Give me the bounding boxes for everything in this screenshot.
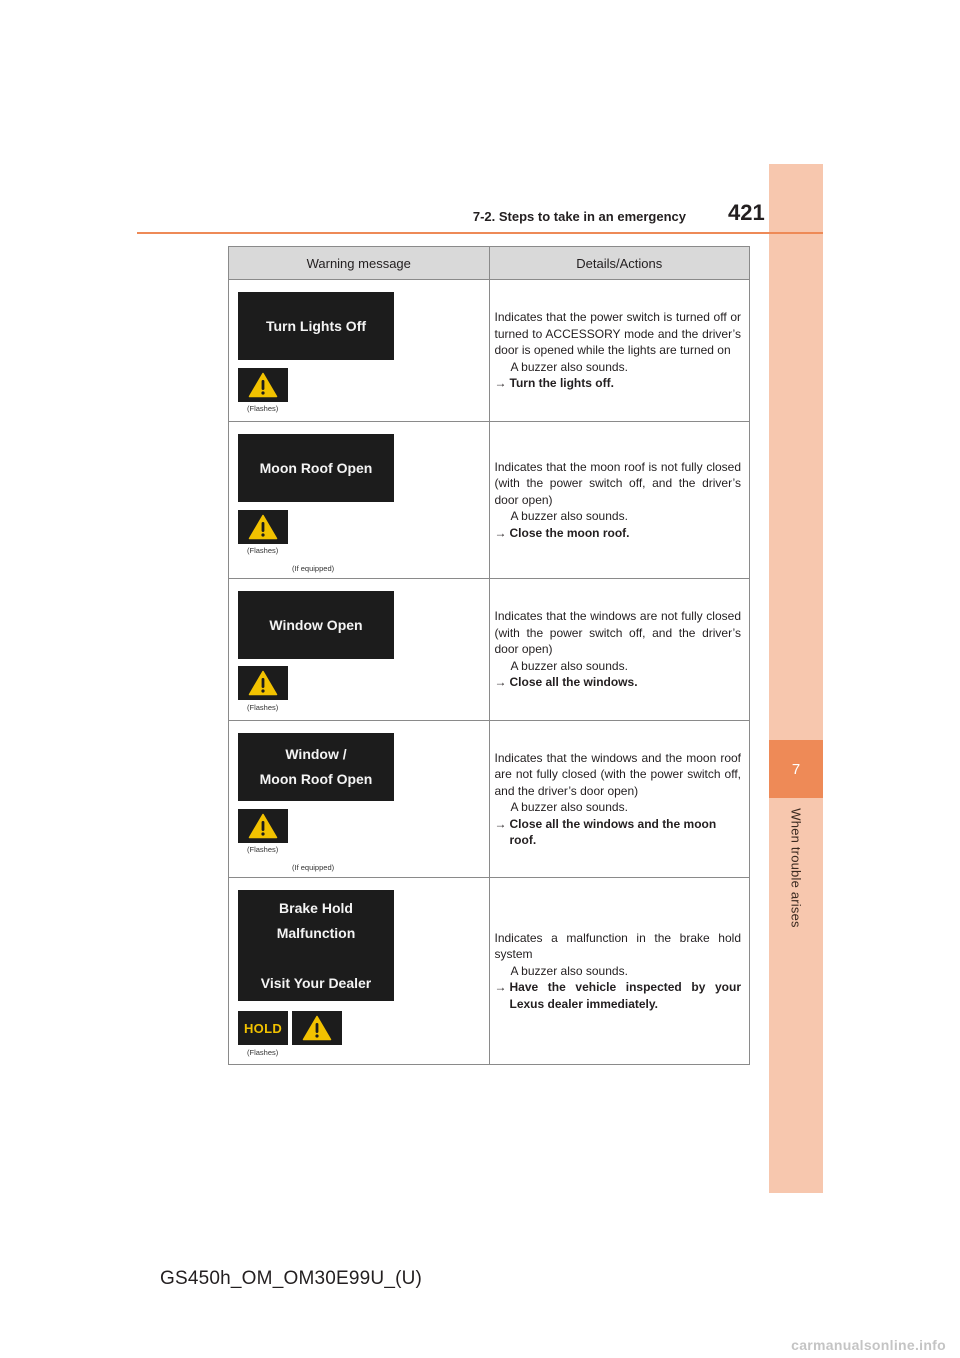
col-header-details-actions: Details/Actions — [489, 247, 750, 280]
warning-message-cell — [229, 422, 490, 579]
description-text: Indicates a malfunction in the brake hold system — [494, 930, 741, 962]
display-line: Window / — [285, 746, 347, 762]
hold-indicator-label: HOLD — [243, 1020, 283, 1036]
table-row — [229, 721, 750, 878]
chapter-number-box — [769, 740, 823, 798]
warning-triangle-icon — [248, 670, 278, 696]
warning-triangle-icon — [302, 1015, 332, 1041]
details-actions-cell — [489, 280, 750, 422]
watermark: carmanualsonline.info — [791, 1337, 946, 1353]
warning-indicator — [238, 809, 288, 843]
arrow-icon: → — [494, 525, 507, 540]
display-line: Malfunction — [276, 924, 356, 941]
table-row — [229, 280, 750, 422]
chapter-number: 7 — [791, 760, 801, 778]
action-label: Have the vehicle inspected by your Lexus dealer immediately. — [509, 980, 741, 1011]
warning-message-cell — [229, 280, 490, 422]
display-line: Moon Roof Open — [259, 771, 373, 787]
warning-indicator — [238, 666, 288, 700]
chapter-title: When trouble arises — [788, 808, 804, 928]
buzzer-note: A buzzer also sounds. — [510, 658, 628, 673]
flashes-label: (Flashes) — [247, 546, 279, 555]
document-code: GS450h_OM_OM30E99U_(U) — [160, 1268, 423, 1289]
warning-triangle-icon — [248, 372, 278, 398]
warning-message-table — [228, 246, 750, 1065]
display-line: Visit Your Dealer — [260, 974, 372, 991]
message-display — [238, 434, 394, 502]
header-rule — [137, 232, 823, 234]
action-label: Turn the lights off. — [509, 376, 614, 391]
details-actions-cell — [489, 579, 750, 721]
table-header-row — [229, 247, 750, 280]
action-text — [495, 674, 742, 691]
warning-triangle-icon — [248, 813, 278, 839]
display-line: Moon Roof Open — [259, 459, 373, 476]
buzzer-note: A buzzer also sounds. — [510, 359, 628, 374]
hold-indicator — [238, 1011, 288, 1045]
message-display — [238, 591, 394, 659]
message-display — [238, 733, 394, 801]
warning-indicator — [292, 1011, 342, 1045]
page-number: 421 — [728, 200, 765, 225]
side-tab-strip — [769, 164, 823, 1193]
description-text: Indicates that the moon roof is not fully closed (with the power switch off, and the driver’s door open) — [494, 459, 741, 507]
description-text: Indicates that the windows are not fully closed (with the power switch off, and the driver’s door open) — [494, 609, 741, 657]
details-actions-cell — [489, 422, 750, 579]
warning-message-cell — [229, 579, 490, 721]
warning-indicator — [238, 510, 288, 544]
details-actions-cell — [489, 721, 750, 878]
action-text — [495, 979, 742, 1012]
buzzer-note: A buzzer also sounds. — [510, 509, 628, 524]
action-label: Close all the windows and the moon roof. — [509, 816, 717, 847]
action-text — [495, 525, 742, 542]
if-equipped-note: (If equipped) — [292, 564, 335, 573]
message-display — [238, 292, 394, 360]
arrow-icon: → — [494, 675, 507, 690]
action-text — [495, 816, 742, 849]
col-header-warning-message: Warning message — [229, 247, 490, 280]
action-label: Close all the windows. — [509, 675, 638, 690]
message-display — [238, 890, 394, 1001]
display-line: Window Open — [269, 616, 363, 633]
buzzer-note: A buzzer also sounds. — [510, 963, 628, 978]
warning-indicator — [238, 368, 288, 402]
description-text: Indicates that the power switch is turned off or turned to ACCESSORY mode and the driver’s door is opened while the lights are turned on — [494, 310, 741, 358]
table-row — [229, 878, 750, 1065]
display-line: Turn Lights Off — [265, 317, 367, 334]
flashes-label: (Flashes) — [247, 845, 279, 854]
if-equipped-note: (If equipped) — [292, 863, 335, 872]
flashes-label: (Flashes) — [247, 1048, 279, 1057]
details-actions-cell — [489, 878, 750, 1065]
arrow-icon: → — [494, 376, 507, 391]
action-text — [495, 375, 742, 392]
flashes-label: (Flashes) — [247, 703, 279, 712]
warning-message-cell — [229, 878, 490, 1065]
table-row — [229, 579, 750, 721]
table-row — [229, 422, 750, 579]
arrow-icon: → — [494, 980, 507, 995]
section-title: 7-2. Steps to take in an emergency — [472, 209, 686, 224]
action-label: Close the moon roof. — [509, 525, 630, 540]
buzzer-note: A buzzer also sounds. — [510, 800, 628, 814]
arrow-icon: → — [494, 816, 507, 831]
warning-triangle-icon — [248, 514, 278, 540]
warning-message-cell — [229, 721, 490, 878]
description-text: Indicates that the windows and the moon roof are not fully closed (with the power switch off, and the driver’s door open) — [494, 750, 741, 798]
flashes-label: (Flashes) — [247, 404, 279, 413]
display-line: Brake Hold — [279, 899, 353, 916]
